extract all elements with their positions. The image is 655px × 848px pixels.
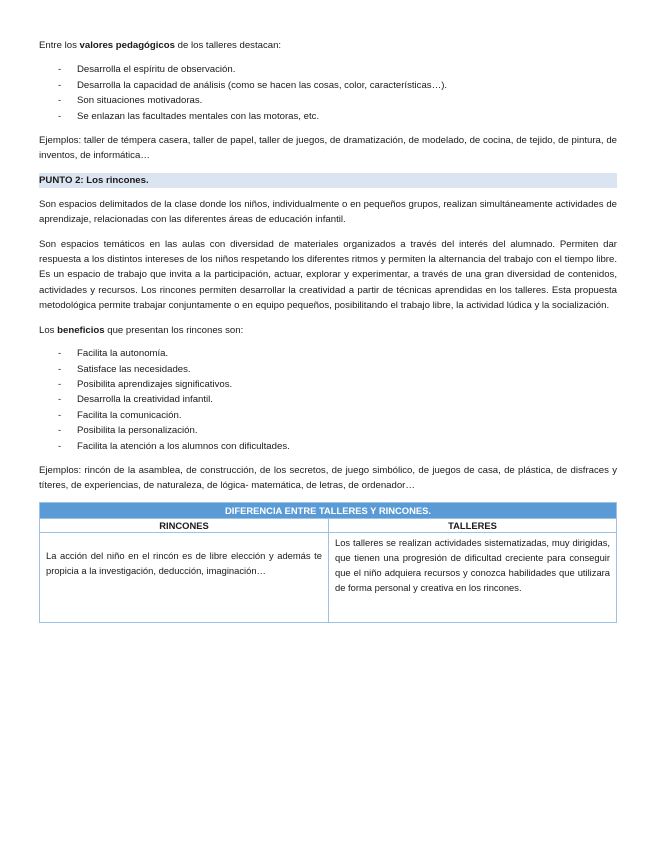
comparison-table [39, 502, 617, 623]
intro-suffix: de los talleres destacan: [174, 40, 282, 51]
table-cell-rincones: La acción del niño en el rincón es de libre elección y además te propicia a la investigación, deducción, imaginación… [40, 532, 329, 622]
dash-bullet: - [58, 394, 62, 406]
talleres-values-list [39, 62, 617, 124]
list-item-text: Se enlazan las facultades mentales con las motoras, etc. [77, 110, 320, 122]
beneficios-suffix: que presentan los rincones son: [104, 324, 244, 336]
document-page [39, 38, 617, 623]
talleres-values-intro [39, 38, 617, 53]
list-item-text: Facilita la autonomía. [77, 348, 169, 360]
list-item [39, 377, 617, 392]
list-item [39, 439, 617, 454]
column-header-talleres: TALLERES [329, 518, 617, 532]
dash-bullet: - [58, 64, 62, 76]
list-item [39, 62, 617, 77]
dash-bullet: - [58, 378, 62, 390]
dash-bullet: - [58, 440, 62, 452]
list-item-text: Desarrolla el espíritu de observación. [77, 64, 236, 76]
intro-prefix: Entre los [39, 40, 80, 51]
list-item [39, 93, 617, 108]
column-header-rincones: RINCONES [40, 518, 329, 532]
beneficios-list [39, 346, 617, 454]
dash-bullet: - [58, 79, 62, 91]
list-item [39, 392, 617, 407]
dash-bullet: - [58, 363, 62, 375]
list-item-text: Posibilita la personalización. [77, 425, 198, 437]
list-item [39, 109, 617, 124]
list-item [39, 78, 617, 93]
dash-bullet: - [58, 110, 62, 122]
table-row [40, 532, 617, 622]
list-item-text: Facilita la atención a los alumnos con dificultades. [77, 440, 290, 452]
beneficios-intro [39, 323, 617, 338]
list-item-text: Son situaciones motivadoras. [77, 95, 203, 107]
table-cell-talleres: Los talleres se realizan actividades sistematizadas, muy dirigidas, que tienen una progresión de dificultad creciente para conseguir que el niño adquiera recursos y conozca habilidades que utilizara de forma personal y creativa en los rincones. [329, 532, 617, 622]
list-item [39, 362, 617, 377]
list-item-text: Satisface las necesidades. [77, 363, 191, 375]
dash-bullet: - [58, 409, 62, 421]
talleres-examples: Ejemplos: taller de témpera casera, taller de papel, taller de juegos, de dramatización, de modelado, de cocina, de tejido, de pintura, de inventos, de informática… [39, 135, 617, 162]
section-heading: PUNTO 2: Los rincones. [39, 173, 617, 188]
list-item-text: Facilita la comunicación. [77, 409, 182, 421]
beneficios-bold: beneficios [57, 324, 105, 336]
rincones-paragraph-1: Son espacios delimitados de la clase donde los niños, individualmente o en pequeños grupos, realizan simultáneamente actividades de aprendizaje, relacionadas con las diferentes áreas de educación infantil. [39, 198, 617, 226]
list-item [39, 423, 617, 438]
dash-bullet: - [58, 95, 62, 107]
beneficios-prefix: Los [39, 324, 58, 336]
list-item-text: Posibilita aprendizajes significativos. [77, 378, 233, 390]
list-item [39, 408, 617, 423]
list-item-text: Desarrolla la creatividad infantil. [77, 394, 213, 406]
dash-bullet: - [58, 425, 62, 437]
rincones-paragraph-2: Son espacios temáticos en las aulas con diversidad de materiales organizados a través del interés del alumnado. Permiten dar respuesta a los distintos intereses de los niños respetando los diferentes ritmos y permiten la alternancia del trabajo con el tiempo libre. Es un espacio de trabajo que invita a la participación, actuar, explorar y experimentar, a través de una gran diversidad de contenidos, actividades y recursos. Los rincones permiten desarrollar la creatividad a partir de técnicas aprendidas en los talleres. Esta propuesta metodológica permite trabajar conjuntamente o en equipo pequeños, posibilitando el trabajo libre, la actividad lúdica y la socialización. [39, 238, 617, 312]
rincones-examples: Ejemplos: rincón de la asamblea, de construcción, de los secretos, de juego simbólico, de juegos de casa, de plástica, de disfraces y títeres, de experiencias, de naturaleza, de lógica- matemática, de letras, de ordenador… [39, 464, 617, 492]
dash-bullet: - [58, 348, 62, 360]
intro-bold: valores pedagógicos [79, 40, 175, 51]
table-title: DIFERENCIA ENTRE TALLERES Y RINCONES. [40, 502, 617, 518]
list-item [39, 346, 617, 361]
list-item-text: Desarrolla la capacidad de análisis (como se hacen las cosas, color, características…). [77, 79, 448, 91]
